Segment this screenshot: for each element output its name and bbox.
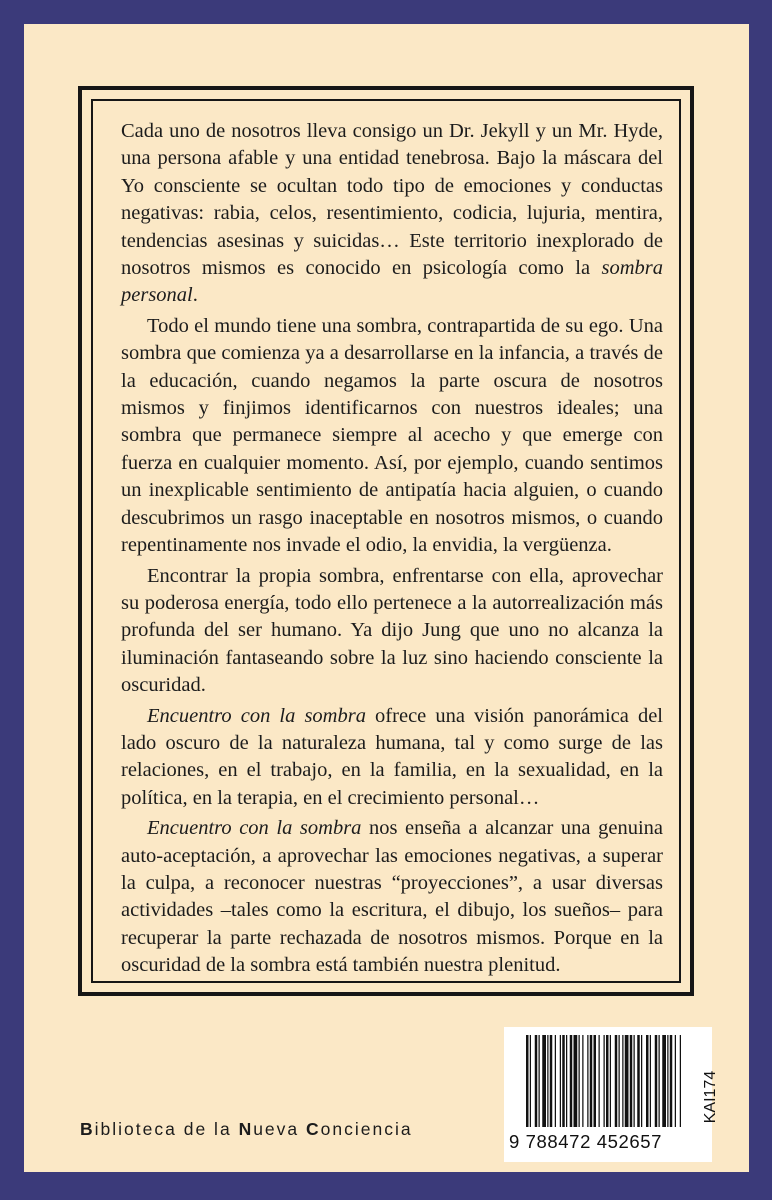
barcode-bar — [641, 1035, 642, 1127]
barcode-bar — [604, 1035, 605, 1127]
barcode-bar — [560, 1035, 561, 1127]
text-frame — [78, 86, 694, 996]
barcode-bar — [582, 1035, 583, 1127]
barcode-bar — [562, 1035, 565, 1127]
barcode-bar — [574, 1035, 578, 1127]
text-frame-inner — [91, 99, 681, 983]
barcode-bar — [526, 1035, 529, 1127]
barcode-bar — [587, 1035, 588, 1127]
series-name: Biblioteca de la Nueva Conciencia — [80, 1119, 413, 1139]
barcode-bar — [590, 1035, 593, 1127]
barcode-bar — [662, 1035, 666, 1127]
barcode-bar — [630, 1035, 633, 1127]
barcode-bar — [667, 1035, 668, 1127]
barcode-bar — [594, 1035, 597, 1127]
book-title-ref: Encuentro con la sombra — [147, 817, 362, 840]
barcode-bar — [625, 1035, 629, 1127]
barcode-bar — [650, 1035, 651, 1127]
barcode-bar — [535, 1035, 538, 1127]
barcode-bar — [610, 1035, 611, 1127]
barcode-bar — [550, 1035, 553, 1127]
isbn-barcode — [504, 1027, 719, 1162]
barcode-bar — [675, 1035, 676, 1127]
barcode-bar — [615, 1035, 618, 1127]
isbn-number: 9 788472 452657 — [509, 1131, 663, 1152]
paragraph-5: Encuentro con la sombra nos enseña a alcanzar una genuina auto-aceptación, a aprovechar las emociones negativas, a superar la culpa, a reconocer nuestras “proyecciones”, a usar diversas actividades –tales como la escritura, el dibujo, los sueños– para recuperar la parte rechazada de nosotros mismos. Porque en la oscuridad de la sombra está también nuestra plenitud. — [121, 817, 663, 977]
barcode-bar — [659, 1035, 660, 1127]
barcode-bar — [566, 1035, 567, 1127]
barcode-bar — [655, 1035, 658, 1127]
barcode-bar — [637, 1035, 640, 1127]
barcode-bar — [539, 1035, 540, 1127]
term-sombra-personal: sombra personal — [121, 257, 663, 307]
paragraph-4: Encuentro con la sombra ofrece una visión panorámica del lado oscuro de la naturaleza humana, tal y como surge de las relaciones, en el trabajo, en la familia, en la sexualidad, en la política, en la terapia, en el crecimiento personal… — [121, 704, 664, 809]
barcode-bar — [530, 1035, 531, 1127]
back-cover — [24, 24, 749, 1172]
barcode-bar — [634, 1035, 635, 1127]
book-title-ref: Encuentro con la sombra — [147, 704, 366, 727]
barcode-bar — [619, 1035, 620, 1127]
barcode-bar — [555, 1035, 556, 1127]
paragraph-2: Todo el mundo tiene una sombra, contrapartida de su ego. Una sombra que comienza ya a desarrollarse en la infancia, a través de la educación, cuando negamos la parte oscura de nosotros mismos y finjimos identificarnos con nuestros ideales; una sombra que permanece siempre al acecho y que emerge con fuerza en cualquier momento. Así, por ejemplo, cuando sentimos un inexplicable sentimiento de antipatía hacia alguien, o cuando descubrimos un rasgo inaceptable en nosotros mismos, o cuando repentinamente nos invade el odio, la envidia, la vergüenza. — [121, 314, 663, 557]
barcode-bars — [504, 1027, 689, 1132]
barcode-bar — [606, 1035, 609, 1127]
barcode-bar — [599, 1035, 600, 1127]
barcode-bar — [622, 1035, 623, 1127]
barcode-bar — [542, 1035, 546, 1127]
barcode-bar — [579, 1035, 580, 1127]
barcode-bar — [547, 1035, 548, 1127]
product-code: KAI174 — [702, 1070, 719, 1124]
blurb-text — [121, 118, 663, 983]
paragraph-1: Cada uno de nosotros lleva consigo un Dr. Jekyll y un Mr. Hyde, una persona afable y una entidad tenebrosa. Bajo la máscara del Yo consciente se ocultan todo tipo de emociones y conductas negativas: rabia, celos, resentimiento, codicia, lujuria, mentira, tendencias asesinas y suicidas… Este territorio inexplorado de nosotros mismos es conocido en psicología como la sombra personal. — [121, 120, 663, 307]
barcode-bar — [680, 1035, 681, 1127]
barcode-bar — [670, 1035, 673, 1127]
barcode-bar — [646, 1035, 649, 1127]
paragraph-3: Encontrar la propia sombra, enfrentarse con ella, aprovechar su poderosa energía, todo ello pertenece a la autorrealización más profunda del ser humano. Ya dijo Jung que uno no alcanza la iluminación fantaseando sobre la luz sino haciendo consciente la oscuridad. — [121, 564, 663, 697]
barcode-bar — [570, 1035, 573, 1127]
